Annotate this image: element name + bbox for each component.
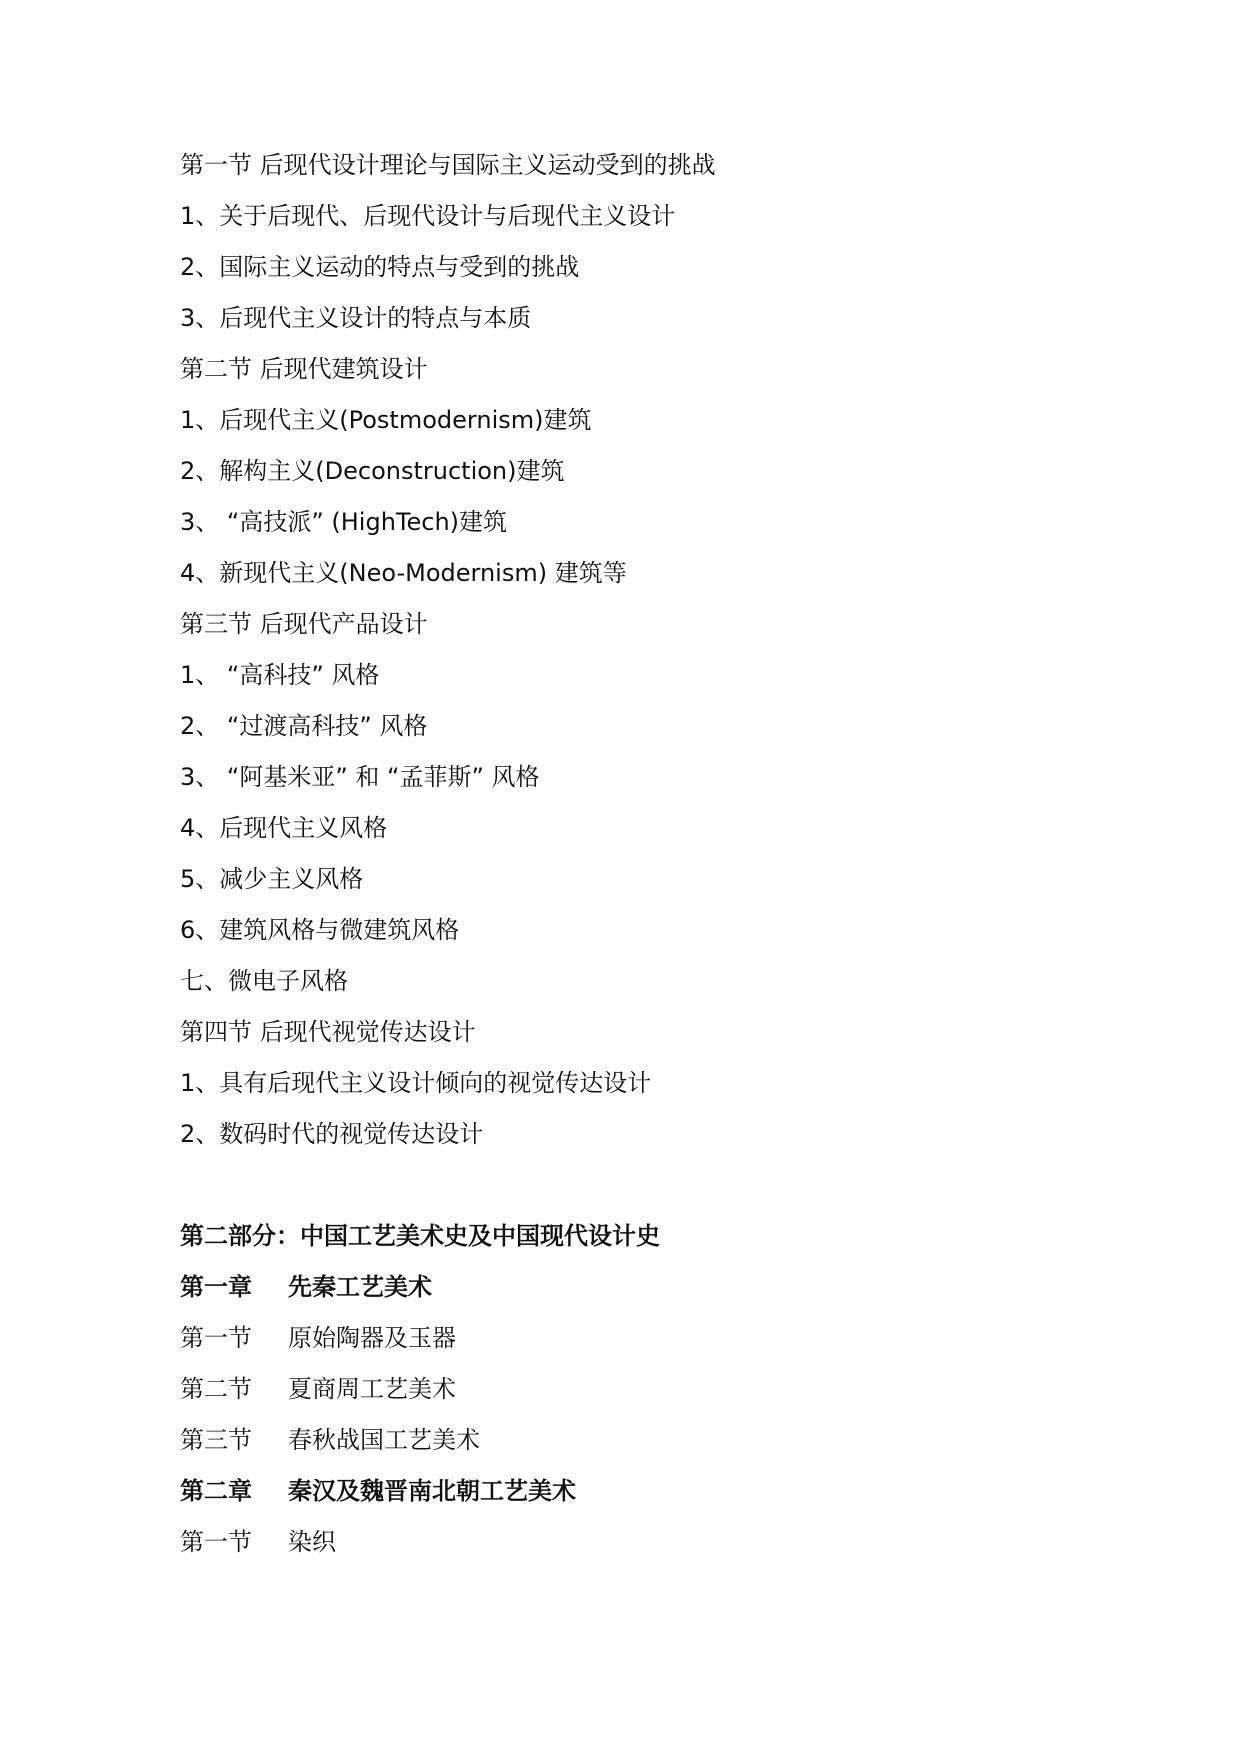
section-entry	[180, 1517, 1080, 1568]
list-item: 5、减少主义风格	[180, 865, 364, 893]
section-entry	[180, 1415, 1080, 1466]
chapter-title: 秦汉及魏晋南北朝工艺美术	[288, 1477, 576, 1505]
list-item: 3、 “高技派” (HighTech)建筑	[180, 508, 508, 536]
list-item: 七、微电子风格	[180, 967, 348, 995]
list-item: 1、后现代主义(Postmodernism)建筑	[180, 406, 592, 434]
list-item: 1、具有后现代主义设计倾向的视觉传达设计	[180, 1069, 652, 1097]
section-heading: 第三节 后现代产品设计	[180, 610, 428, 638]
chapter-title: 先秦工艺美术	[288, 1273, 432, 1301]
list-item: 2、国际主义运动的特点与受到的挑战	[180, 253, 580, 281]
list-item: 2、数码时代的视觉传达设计	[180, 1120, 484, 1148]
part-title: 第二部分：中国工艺美术史及中国现代设计史	[180, 1222, 660, 1250]
document-content	[180, 140, 1080, 1568]
chapter-heading	[180, 1262, 1080, 1313]
list-item: 1、 “高科技” 风格	[180, 661, 380, 689]
section-label: 第一节	[180, 1324, 252, 1352]
chapter-label: 第一章	[180, 1273, 252, 1301]
list-item: 6、建筑风格与微建筑风格	[180, 916, 460, 944]
list-item: 3、 “阿基米亚” 和 “孟菲斯” 风格	[180, 763, 540, 791]
list-item: 2、 “过渡高科技” 风格	[180, 712, 428, 740]
section-heading: 第一节 后现代设计理论与国际主义运动受到的挑战	[180, 151, 716, 179]
section-label: 第一节	[180, 1528, 252, 1556]
section-label: 第三节	[180, 1426, 252, 1454]
section-heading: 第二节 后现代建筑设计	[180, 355, 428, 383]
chapter-label: 第二章	[180, 1477, 252, 1505]
section-entry	[180, 1313, 1080, 1364]
list-item: 2、解构主义(Deconstruction)建筑	[180, 457, 565, 485]
section-title: 春秋战国工艺美术	[288, 1426, 480, 1454]
section-title: 夏商周工艺美术	[288, 1375, 456, 1403]
list-item: 4、新现代主义(Neo-Modernism) 建筑等	[180, 559, 627, 587]
spacer	[180, 1160, 1080, 1211]
list-item: 4、后现代主义风格	[180, 814, 388, 842]
chapter-heading	[180, 1466, 1080, 1517]
section-label: 第二节	[180, 1375, 252, 1403]
list-item: 3、后现代主义设计的特点与本质	[180, 304, 532, 332]
section-entry	[180, 1364, 1080, 1415]
list-item: 1、关于后现代、后现代设计与后现代主义设计	[180, 202, 676, 230]
section-title: 染织	[288, 1528, 336, 1556]
section-heading: 第四节 后现代视觉传达设计	[180, 1018, 476, 1046]
section-title: 原始陶器及玉器	[288, 1324, 456, 1352]
